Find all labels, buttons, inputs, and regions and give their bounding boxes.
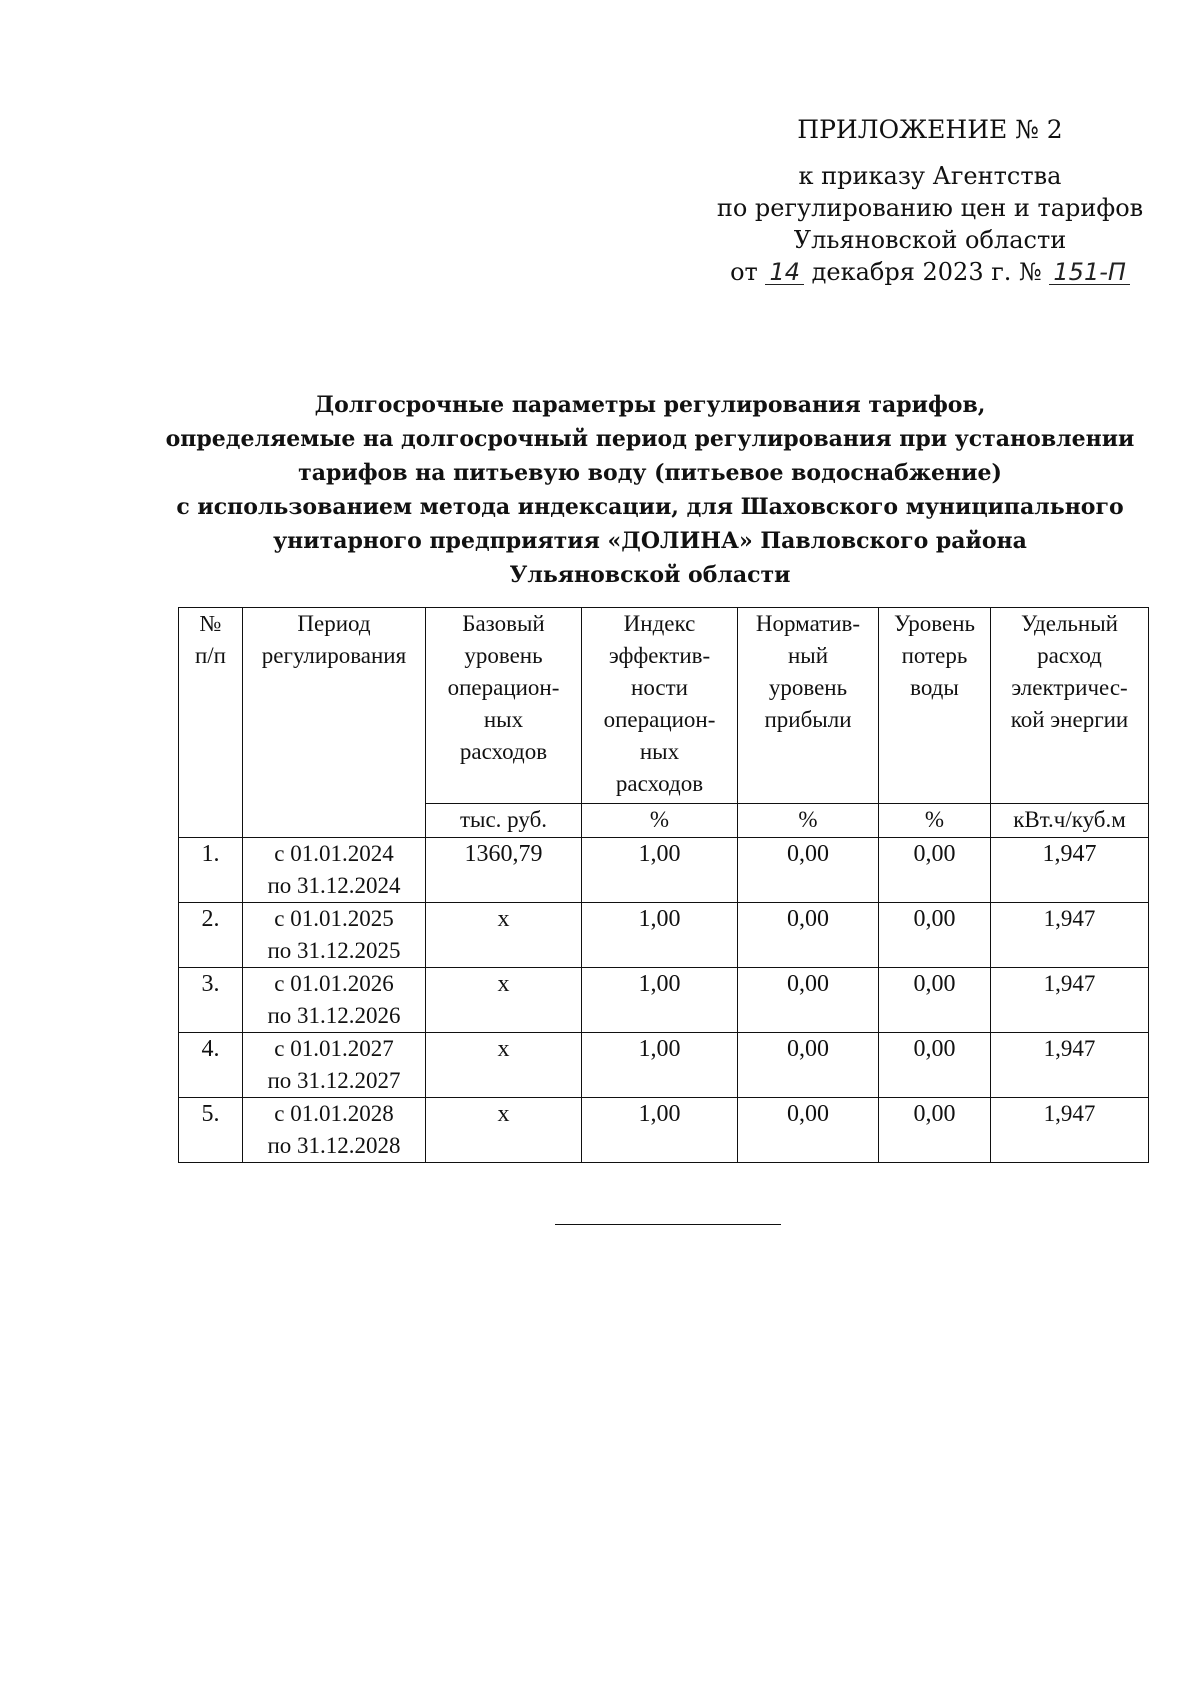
cell-profit — [738, 968, 879, 1033]
header-text: Удельный — [1020, 611, 1118, 636]
cell-index — [582, 903, 738, 968]
profit-value: 0,00 — [787, 841, 829, 867]
cell-losses — [879, 968, 991, 1033]
header-text: операцион- — [447, 675, 560, 700]
header-text: эффектив- — [608, 643, 711, 668]
cell-base — [426, 1098, 582, 1163]
profit-value: 0,00 — [787, 1036, 829, 1062]
header-text: Период — [297, 611, 371, 636]
cell-no — [179, 968, 243, 1033]
losses-value: 0,00 — [913, 971, 956, 997]
handwritten-day: 14 — [765, 260, 804, 285]
order-reference-line: Ульяновской области — [793, 226, 1067, 254]
cell-base — [426, 1033, 582, 1098]
cell-profit — [738, 903, 879, 968]
cell-period — [243, 1033, 426, 1098]
header-text: ности — [631, 675, 688, 700]
profit-value: 0,00 — [787, 1101, 829, 1127]
cell-losses — [879, 903, 991, 968]
header-text: ных — [483, 707, 524, 732]
period-from: с 01.01.2026 — [274, 971, 394, 996]
energy-value: 1,947 — [1043, 971, 1096, 996]
period-to: по 31.12.2028 — [267, 1133, 401, 1158]
energy-value: 1,947 — [1043, 1101, 1096, 1126]
base-value: х — [497, 971, 510, 997]
base-value: х — [497, 906, 510, 932]
header-text: уровень — [768, 675, 848, 700]
header-text: Базовый — [462, 611, 545, 636]
header-text: прибыли — [764, 707, 852, 732]
period-to: по 31.12.2026 — [267, 1003, 401, 1028]
document-title — [150, 388, 1150, 592]
date-prefix: от — [730, 258, 758, 286]
index-value: 1,00 — [638, 841, 681, 867]
energy-value: 1,947 — [1043, 1036, 1096, 1061]
order-reference-line: к приказу Агентства — [798, 162, 1062, 190]
row-number: 5. — [201, 1101, 220, 1127]
period-from: с 01.01.2025 — [274, 906, 394, 931]
table-row — [179, 903, 1149, 968]
order-date-line — [700, 256, 1160, 288]
header-text: ных — [639, 739, 680, 764]
header-text: операцион- — [603, 707, 716, 732]
base-value: 1360,79 — [464, 841, 543, 867]
cell-energy — [991, 903, 1149, 968]
cell-no — [179, 903, 243, 968]
header-text: электричес- — [1011, 675, 1128, 700]
title-line: Ульяновской области — [509, 562, 791, 588]
cell-base — [426, 838, 582, 903]
cell-period — [243, 903, 426, 968]
closing-rule — [555, 1224, 781, 1225]
period-to: по 31.12.2024 — [267, 873, 401, 898]
header-text: № — [199, 611, 222, 636]
header-text: расходов — [615, 771, 704, 796]
losses-value: 0,00 — [913, 906, 956, 932]
cell-index — [582, 968, 738, 1033]
index-value: 1,00 — [638, 971, 681, 997]
header-index — [582, 608, 738, 804]
row-number: 4. — [201, 1036, 220, 1062]
cell-base — [426, 903, 582, 968]
cell-index — [582, 838, 738, 903]
header-text: расходов — [459, 739, 548, 764]
energy-value: 1,947 — [1043, 906, 1096, 931]
header-text: регулирования — [261, 643, 407, 668]
header-text: потерь — [901, 643, 968, 668]
period-from: с 01.01.2024 — [274, 841, 394, 866]
cell-energy — [991, 968, 1149, 1033]
header-text: расход — [1037, 643, 1102, 668]
header-text: Норматив- — [755, 611, 861, 636]
header-text: уровень — [464, 643, 543, 668]
cell-period — [243, 968, 426, 1033]
title-line: Долгосрочные параметры регулирования тарифов, — [314, 392, 986, 418]
base-value: х — [497, 1036, 510, 1062]
cell-losses — [879, 838, 991, 903]
unit-index: % — [582, 804, 738, 838]
cell-period — [243, 1098, 426, 1163]
header-period — [243, 608, 426, 838]
table-row — [179, 1098, 1149, 1163]
header-no — [179, 608, 243, 838]
cell-profit — [738, 1033, 879, 1098]
period-from: с 01.01.2027 — [274, 1036, 394, 1061]
cell-no — [179, 1098, 243, 1163]
cell-no — [179, 838, 243, 903]
cell-energy — [991, 838, 1149, 903]
losses-value: 0,00 — [913, 841, 956, 867]
losses-value: 0,00 — [913, 1101, 956, 1127]
row-number: 3. — [201, 971, 220, 997]
header-profit — [738, 608, 879, 804]
cell-losses — [879, 1098, 991, 1163]
title-line: тарифов на питьевую воду (питьевое водоснабжение) — [298, 460, 1002, 486]
header-losses — [879, 608, 991, 804]
period-from: с 01.01.2028 — [274, 1101, 394, 1126]
header-energy — [991, 608, 1149, 804]
cell-losses — [879, 1033, 991, 1098]
losses-value: 0,00 — [913, 1036, 956, 1062]
profit-value: 0,00 — [787, 906, 829, 932]
cell-base — [426, 968, 582, 1033]
energy-value: 1,947 — [1042, 841, 1097, 867]
header-row — [179, 608, 1149, 804]
cell-profit — [738, 1098, 879, 1163]
table-row — [179, 968, 1149, 1033]
title-line: унитарного предприятия «ДОЛИНА» Павловского района — [273, 528, 1027, 554]
row-number: 2. — [201, 906, 220, 932]
cell-index — [582, 1033, 738, 1098]
header-text: Индекс — [623, 611, 696, 636]
cell-index — [582, 1098, 738, 1163]
title-line: с использованием метода индексации, для Шаховского муниципального — [176, 494, 1124, 520]
header-text: ный — [787, 643, 829, 668]
cell-period — [243, 838, 426, 903]
unit-base: тыс. руб. — [426, 804, 582, 838]
header-text: воды — [910, 675, 959, 700]
unit-profit: % — [738, 804, 879, 838]
profit-value: 0,00 — [787, 971, 829, 997]
title-line: определяемые на долгосрочный период регулирования при установлении — [165, 426, 1135, 452]
order-reference — [700, 160, 1160, 288]
handwritten-order-number: 151-П — [1049, 260, 1130, 285]
cell-energy — [991, 1098, 1149, 1163]
index-value: 1,00 — [638, 1101, 681, 1127]
cell-no — [179, 1033, 243, 1098]
base-value: х — [497, 1101, 510, 1127]
index-value: 1,00 — [638, 906, 681, 932]
unit-losses: % — [879, 804, 991, 838]
cell-energy — [991, 1033, 1149, 1098]
appendix-title: ПРИЛОЖЕНИЕ № 2 — [797, 115, 1063, 144]
header-base — [426, 608, 582, 804]
date-rest: декабря 2023 г. № — [811, 258, 1042, 286]
cell-profit — [738, 838, 879, 903]
table-row — [179, 838, 1149, 903]
row-number: 1. — [201, 841, 220, 867]
order-reference-line: по регулированию цен и тарифов — [716, 194, 1144, 222]
unit-energy: кВт.ч/куб.м — [991, 804, 1149, 838]
table-row — [179, 1033, 1149, 1098]
header-text: кой энергии — [1010, 707, 1129, 732]
parameters-table — [178, 607, 1149, 1163]
header-text: п/п — [194, 643, 226, 668]
period-to: по 31.12.2025 — [267, 938, 401, 963]
index-value: 1,00 — [638, 1036, 681, 1062]
header-text: Уровень — [894, 611, 975, 636]
period-to: по 31.12.2027 — [267, 1068, 401, 1093]
